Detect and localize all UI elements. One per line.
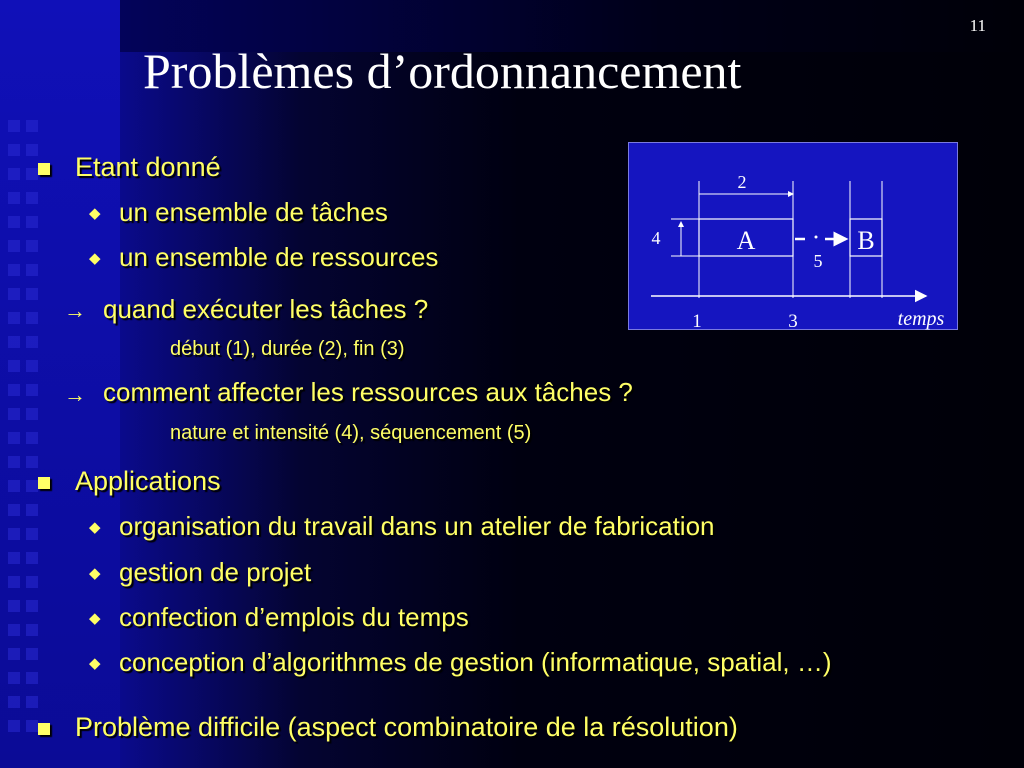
- label-intensity: 4: [651, 228, 661, 248]
- decor-square: [8, 552, 20, 564]
- decor-square: [26, 264, 38, 276]
- diamond-bullet-icon: ◆: [89, 519, 101, 536]
- arrow-bullet-icon: →: [64, 298, 86, 323]
- decor-square: [8, 576, 20, 588]
- decor-square: [26, 240, 38, 252]
- tick-end: 3: [788, 311, 798, 331]
- decor-square: [26, 600, 38, 612]
- decor-square: [8, 696, 20, 708]
- decor-square: [8, 672, 20, 684]
- decor-square: [8, 216, 20, 228]
- decor-square: [26, 288, 38, 300]
- square-bullet-icon: [38, 163, 50, 175]
- application-item: conception d’algorithmes de gestion (informatique, spatial, …): [119, 647, 832, 677]
- diamond-bullet-icon: ◆: [89, 250, 101, 267]
- decor-square: [8, 648, 20, 660]
- task-b-label: B: [857, 226, 875, 255]
- bullet-given: Etant donné: [75, 152, 221, 182]
- decor-square: [26, 480, 38, 492]
- decor-square: [8, 600, 20, 612]
- diamond-bullet-icon: ◆: [89, 205, 101, 222]
- slide-number: 11: [969, 16, 986, 35]
- decor-square: [8, 192, 20, 204]
- decor-square: [8, 432, 20, 444]
- bullet-difficult: Problème difficile (aspect combinatoire de la résolution): [75, 712, 738, 742]
- decor-square: [8, 528, 20, 540]
- decor-square: [26, 336, 38, 348]
- decor-square: [8, 144, 20, 156]
- bullet-when: quand exécuter les tâches ?: [103, 294, 429, 324]
- arrow-bullet-icon: →: [64, 382, 86, 407]
- how-detail: nature et intensité (4), séquencement (5): [170, 422, 532, 444]
- decor-square: [8, 720, 20, 732]
- decor-square: [26, 168, 38, 180]
- decor-squares: [0, 120, 60, 760]
- decor-square: [26, 144, 38, 156]
- decor-square: [8, 480, 20, 492]
- bullet-how: comment affecter les ressources aux tâches ?: [103, 377, 633, 407]
- decor-square: [26, 432, 38, 444]
- decor-square: [26, 120, 38, 132]
- scheduling-diagram: [628, 142, 958, 330]
- diamond-bullet-icon: ◆: [89, 565, 101, 582]
- decor-square: [26, 552, 38, 564]
- decor-square: [8, 360, 20, 372]
- task-a-label: A: [736, 226, 756, 255]
- decor-square: [8, 168, 20, 180]
- decor-square: [26, 504, 38, 516]
- decor-square: [8, 624, 20, 636]
- given-item-tasks: un ensemble de tâches: [119, 197, 388, 227]
- diamond-bullet-icon: ◆: [89, 610, 101, 627]
- decor-square: [26, 312, 38, 324]
- decor-square: [8, 336, 20, 348]
- decor-square: [8, 504, 20, 516]
- bullet-applications: Applications: [75, 466, 221, 496]
- square-bullet-icon: [38, 477, 50, 489]
- axis-label-time: temps: [897, 308, 945, 330]
- decor-square: [26, 696, 38, 708]
- decor-square: [26, 624, 38, 636]
- decor-square: [26, 456, 38, 468]
- decor-square: [26, 216, 38, 228]
- square-bullet-icon: [38, 723, 50, 735]
- decor-square: [26, 720, 38, 732]
- application-item: organisation du travail dans un atelier de fabrication: [119, 511, 715, 541]
- decor-square: [8, 312, 20, 324]
- scheduling-diagram-svg: [629, 143, 959, 331]
- decor-square: [8, 120, 20, 132]
- decor-square: [8, 288, 20, 300]
- diamond-bullet-icon: ◆: [89, 655, 101, 672]
- decor-square: [26, 360, 38, 372]
- decor-square: [8, 456, 20, 468]
- slide-title: Problèmes d’ordonnancement: [143, 43, 742, 99]
- application-item: gestion de projet: [119, 557, 312, 587]
- application-item: confection d’emplois du temps: [119, 602, 469, 632]
- decor-square: [8, 384, 20, 396]
- decor-square: [26, 672, 38, 684]
- decor-square: [26, 408, 38, 420]
- decor-square: [26, 192, 38, 204]
- decor-square: [26, 648, 38, 660]
- decor-square: [26, 384, 38, 396]
- decor-square: [8, 240, 20, 252]
- sequence-dot: [815, 236, 818, 239]
- tick-start: 1: [692, 311, 702, 331]
- label-sequence: 5: [813, 251, 823, 271]
- decor-square: [26, 528, 38, 540]
- given-item-resources: un ensemble de ressources: [119, 242, 439, 272]
- when-detail: début (1), durée (2), fin (3): [170, 338, 405, 360]
- label-duration: 2: [737, 172, 747, 192]
- decor-square: [8, 408, 20, 420]
- decor-square: [8, 264, 20, 276]
- decor-square: [26, 576, 38, 588]
